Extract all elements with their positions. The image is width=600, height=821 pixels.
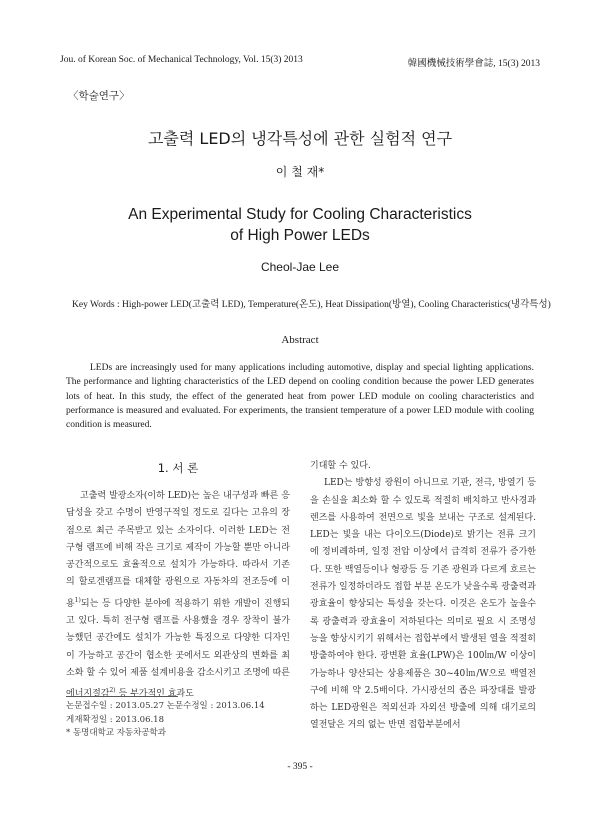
reference-2: 2) [109,687,116,695]
footnote-received-date: 논문접수일 : 2013.05.27 논문수정일 : 2013.06.14 [66,701,265,711]
body-column-right [310,458,536,735]
paper-title-english [0,204,600,246]
reference-1: 1) [74,596,81,604]
page-number: - 395 - [287,762,313,772]
body-text-left-a: 고출력 발광소자(이하 LED)는 높은 내구성과 빠른 응답성을 갖고 수명이 반영구적일 정도로 길다는 고유의 장점으로 최근 주목받고 있는 소자이다. 이러한 LED는 전구형 램프에 비해 작은 크기로 제작이 가능할 뿐만 아니라 공간적으로도 효율적으로 설치가 가능하다. 따라서 기존의 할로겐램프를 대체할 광원으로 자동차의 전조등에 이용 [66,491,290,609]
section-heading-introduction: 1. 서 론 [157,461,199,475]
paper-title-korean: 고출력 LED의 냉각특성에 관한 실험적 연구 [147,129,453,148]
journal-header-en: Jou. of Korean Soc. of Mechanical Technology, Vol. 15(3) 2013 [60,55,303,65]
body-text-left-c: 등 부가적인 효과도 [115,689,194,700]
title-en-line-1: An Experimental Study for Cooling Characteristics [128,206,472,223]
keywords: Key Words : High-power LED(고출력 LED), Temperature(온도), Heat Dissipation(방열), Cooling Characteristics(냉각특성) [72,300,551,310]
article-category: 〈학술연구〉 [68,90,130,102]
footnote-divider [66,696,178,697]
footnotes [66,700,265,741]
body-text-left-b: 되는 등 다양한 분야에 적용하기 위한 개발이 진행되고 있다. 특히 전구형 램프를 사용했을 경우 장착이 불가능했던 공간에도 설치가 가능한 특징으로 다양한 디자인이 가능하고 공간이 협소한 곳에서도 외관상의 변화를 최소화 할 수 있어 제품 설계비용을 감소시키고 조명에 따른 에너지절감 [66,598,290,700]
body-text-right-2: LED는 방향성 광원이 아니므로 기판, 전극, 방열기 등을 손실을 최소화 할 수 있도록 적절히 배치하고 반사경과 렌즈를 사용하여 전면으로 빛을 보내는 구조로 설계된다. LED는 빛을 내는 다이오드(Diode)로 밝기는 전류 크기에 정비례하며, 일정 전압 이상에서 급격히 전류가 증가한다. 또한 백열등이나 형광등 등 기존 광원과 다르게 흐르는 전류가 일정하더라도 접합 부분 온도가 낮을수록 광출력과 광효율이 향상되는 특성을 갖는다. 이것은 온도가 높을수록 광출력과 광효율이 저하된다는 의미로 필요 시 조명성능을 향상시키기 위해서는 접합부에서 발생된 열을 적절히 방출하여야 한다. 광변환 효율(LPW)은 100㏐/W 이상이 가능하나 양산되는 상용제품은 30~40㏐/W으로 백열전구에 비해 약 2.5배이다. 가시광선의 좁은 파장대를 발광하는 LED광원은 적외선과 자외선 방출에 의해 대기로의 열전달은 거의 없는 반면 접합부분에서 [310,478,536,731]
journal-header-ko: 韓國機械技術學會誌, 15(3) 2013 [407,59,540,69]
author-english: Cheol-Jae Lee [260,260,340,274]
footnote-accepted-date: 게재확정일 : 2013.06.18 [66,714,164,725]
title-en-line-2: of High Power LEDs [230,227,370,244]
abstract-heading: Abstract [281,334,319,346]
body-column-left [66,488,290,704]
footnote-affiliation: * 동명대학교 자동차공학과 [66,728,166,738]
abstract-text: LEDs are increasingly used for many applications including automotive, display and special lighting applications. The performance and lighting characteristics of the LED depend on cooling condition because the power LED generates lots of heat. In this study, the effect of the generated heat from power LED module on cooling characteristics and performance is measured and evaluated. For experiments, the transient temperature of a power LED module with cooling condition is measured. [66,363,534,431]
author-korean: 이 철 재* [275,165,325,179]
body-text-right-1: 기대할 수 있다. [310,461,371,471]
